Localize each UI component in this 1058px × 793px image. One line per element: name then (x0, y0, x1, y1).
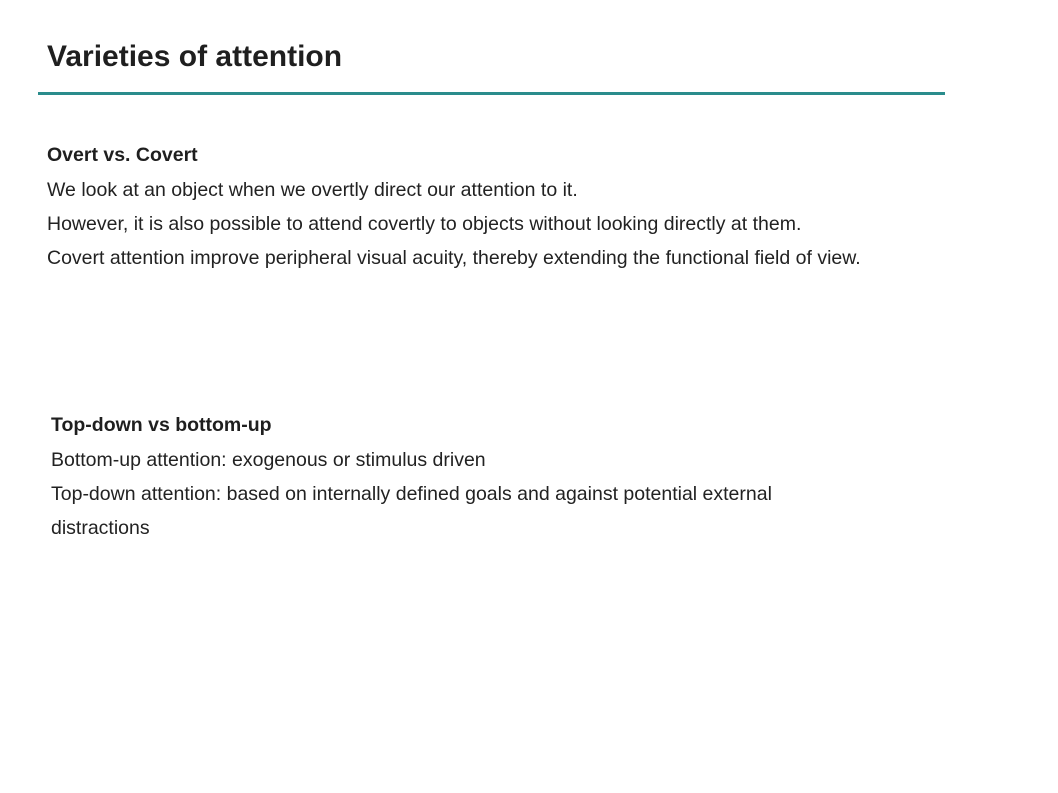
section-overt-covert (47, 144, 961, 275)
section-paragraph: Bottom-up attention: exogenous or stimulus driven (51, 449, 486, 471)
slide-title: Varieties of attention (47, 40, 343, 73)
section-paragraph: Covert attention improve peripheral visual acuity, thereby extending the functional field of view. (47, 247, 861, 269)
section-paragraph: However, it is also possible to attend covertly to objects without looking directly at them. (47, 213, 802, 235)
section-heading: Overt vs. Covert (47, 144, 198, 166)
section-paragraph: We look at an object when we overtly direct our attention to it. (47, 179, 578, 201)
section-top-down-bottom-up (51, 414, 851, 545)
section-paragraph: Top-down attention: based on internally defined goals and against potential external distractions (51, 483, 772, 539)
section-heading: Top-down vs bottom-up (51, 414, 272, 436)
title-divider (38, 92, 945, 95)
